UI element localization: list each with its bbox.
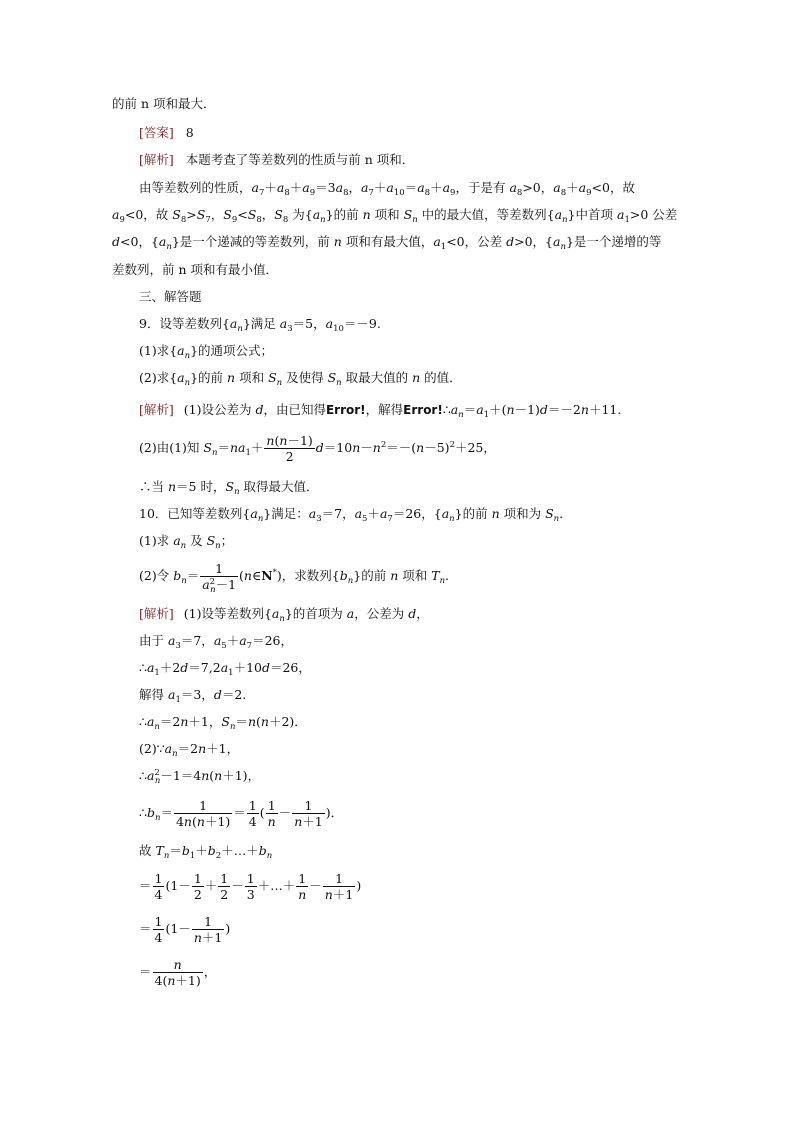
solution-step: ＝ $\frac{1}{4}$ (1－ $\frac{1}{2}$ ＋ $\frac{1}{2}$ － $\frac{1}{3}$ ＋…＋ $\frac{1}{n}$ － $\frac{1}{n+1}$ ) (139, 871, 362, 902)
solution-step: $\therefore a_n=2n+1$，$S_n=n(n+2)$． (139, 714, 307, 732)
analysis-line-4: 差数列，前 n 项和有最小值． (112, 262, 278, 277)
solution-step: $\therefore a_1+2d=7,2a_1+10d=26$， (139, 660, 311, 678)
question-9-solution-2: (2)由(1)知 $S_n=na_1+$ $\frac{n(n-1)}{2}$ $d=10n-n^2=-(n-5)^2+25$， (139, 433, 496, 464)
analysis-tag: [解析] (139, 152, 174, 167)
section-heading: 三、解答题 (139, 289, 202, 304)
question-9: 9．设等差数列$\{a_n\}$满足 $a_3=5$，$a_{10}=-9$. (139, 316, 381, 334)
solution-step: ＝ $\frac{1}{4}$ (1－ $\frac{1}{n+1}$ ) (139, 914, 231, 945)
solution-step: 故 $T_n=b_1+b_2+\dots+b_n$ (139, 843, 273, 861)
analysis-line-1: 由等差数列的性质，$a_7+a_8+a_9=3a_8$，$a_7+a_{10}=a_8+a_9$，于是有 $a_8>0$，$a_8+a_9<0$，故 (139, 180, 635, 198)
answer-line (139, 125, 194, 141)
analysis-line-2: $a_9<0$，故 $S_8>S_7$，$S_9<S_8$，$S_8$ 为$\{a_n\}$的前 n 项和 $S_n$ 中的最大值，等差数列$\{a_n\}$中首项 $a_1>0$ 公差 (112, 207, 678, 225)
answer-value: 8 (185, 125, 194, 140)
question-9-solution-3: ∴当 n＝5 时，$S_n$ 取得最大值． (139, 479, 319, 497)
text-line: 的前 n 项和最大． (112, 96, 216, 111)
analysis-line-3: d<0，$\{a_n\}$是一个递减的等差数列，前 n 项和有最大值，$a_1<0$，公差 d>0，$\{a_n\}$是一个递增的等 (112, 234, 662, 252)
answer-tag: [答案] (139, 125, 174, 140)
error-placeholder: Error! (325, 403, 366, 417)
fraction: $\frac{1}{2}$ (193, 871, 202, 902)
fraction: $\frac{1}{3}$ (246, 871, 255, 902)
question-10-solution-1: [解析] (1)设等差数列$\{a_n\}$的首项为 a，公差为 d， (139, 606, 429, 624)
solution-step: 由于 $a_3=7$，$a_5+a_7=26$， (139, 633, 293, 651)
solution-step: 解得 $a_1=3$，d＝2. (139, 687, 247, 705)
fraction: $\frac{1}{4}$ (154, 914, 163, 945)
fraction: $\frac{1}{4}$ (248, 798, 257, 829)
fraction: $\frac{1}{2}$ (220, 871, 229, 902)
fraction: $\frac{1}{4n(n+1)}$ (175, 798, 231, 829)
solution-step: $\therefore a^2_n-1=4n(n+1)$， (139, 768, 261, 786)
question-10-part-2: (2)令 $b_n=$ $\frac{1}{a^2_n-1}$ (n∈N*)，求数列$\{b_n\}$的前 n 项和 $T_n$. (139, 561, 450, 595)
solution-step: ＝ $\frac{n}{4(n+1)}$ ， (139, 957, 217, 988)
solution-step: $\therefore b_n=$ $\frac{1}{4n(n+1)}$ ＝ $\frac{1}{4}$ ( $\frac{1}{n}$ － $\frac{1}{n+1}$ )． (139, 798, 344, 829)
fraction: $\frac{1}{n+1}$ (193, 914, 223, 945)
fraction: $\frac{1}{n}$ (267, 798, 276, 829)
question-9-solution-1: [解析] (1)设公差为 d，由已知得Error!，解得$Error!\therefore a_n=a_1+(n-1)d=-2n+11$. (139, 402, 622, 420)
analysis-tag: [解析] (139, 402, 174, 417)
analysis-tag: [解析] (139, 606, 174, 621)
question-9-part-1: (1)求$\{a_n\}$的通项公式； (139, 343, 274, 361)
fraction: $\frac{1}{n+1}$ (324, 871, 354, 902)
solution-step: $(2)\because a_n=2n+1$， (139, 741, 240, 759)
fraction: $\frac{n(n-1)}{2}$ (266, 433, 313, 464)
question-9-part-2: (2)求$\{a_n\}$的前 n 项和 $S_n$ 及使得 $S_n$ 取最大值的 n 的值． (139, 370, 462, 388)
fraction: $\frac{1}{n}$ (298, 871, 307, 902)
question-10: 10．已知等差数列$\{a_n\}$满足：$a_3=7$，$a_5+a_7=26$，$\{a_n\}$的前 n 项和为 $S_n$. (139, 506, 564, 524)
error-placeholder: Error! (403, 403, 443, 417)
fraction: $\frac{n}{4(n+1)}$ (154, 957, 201, 988)
analysis-text: 本题考查了等差数列的性质与前 n 项和． (185, 152, 415, 167)
fraction: $\frac{1}{n+1}$ (294, 798, 323, 829)
analysis-intro (139, 152, 414, 168)
fraction: $\frac{1}{a^2_n-1}$ (202, 561, 237, 595)
question-10-part-1: (1)求 $a_n$ 及 $S_n$； (139, 533, 234, 551)
fraction: $\frac{1}{4}$ (154, 871, 163, 902)
